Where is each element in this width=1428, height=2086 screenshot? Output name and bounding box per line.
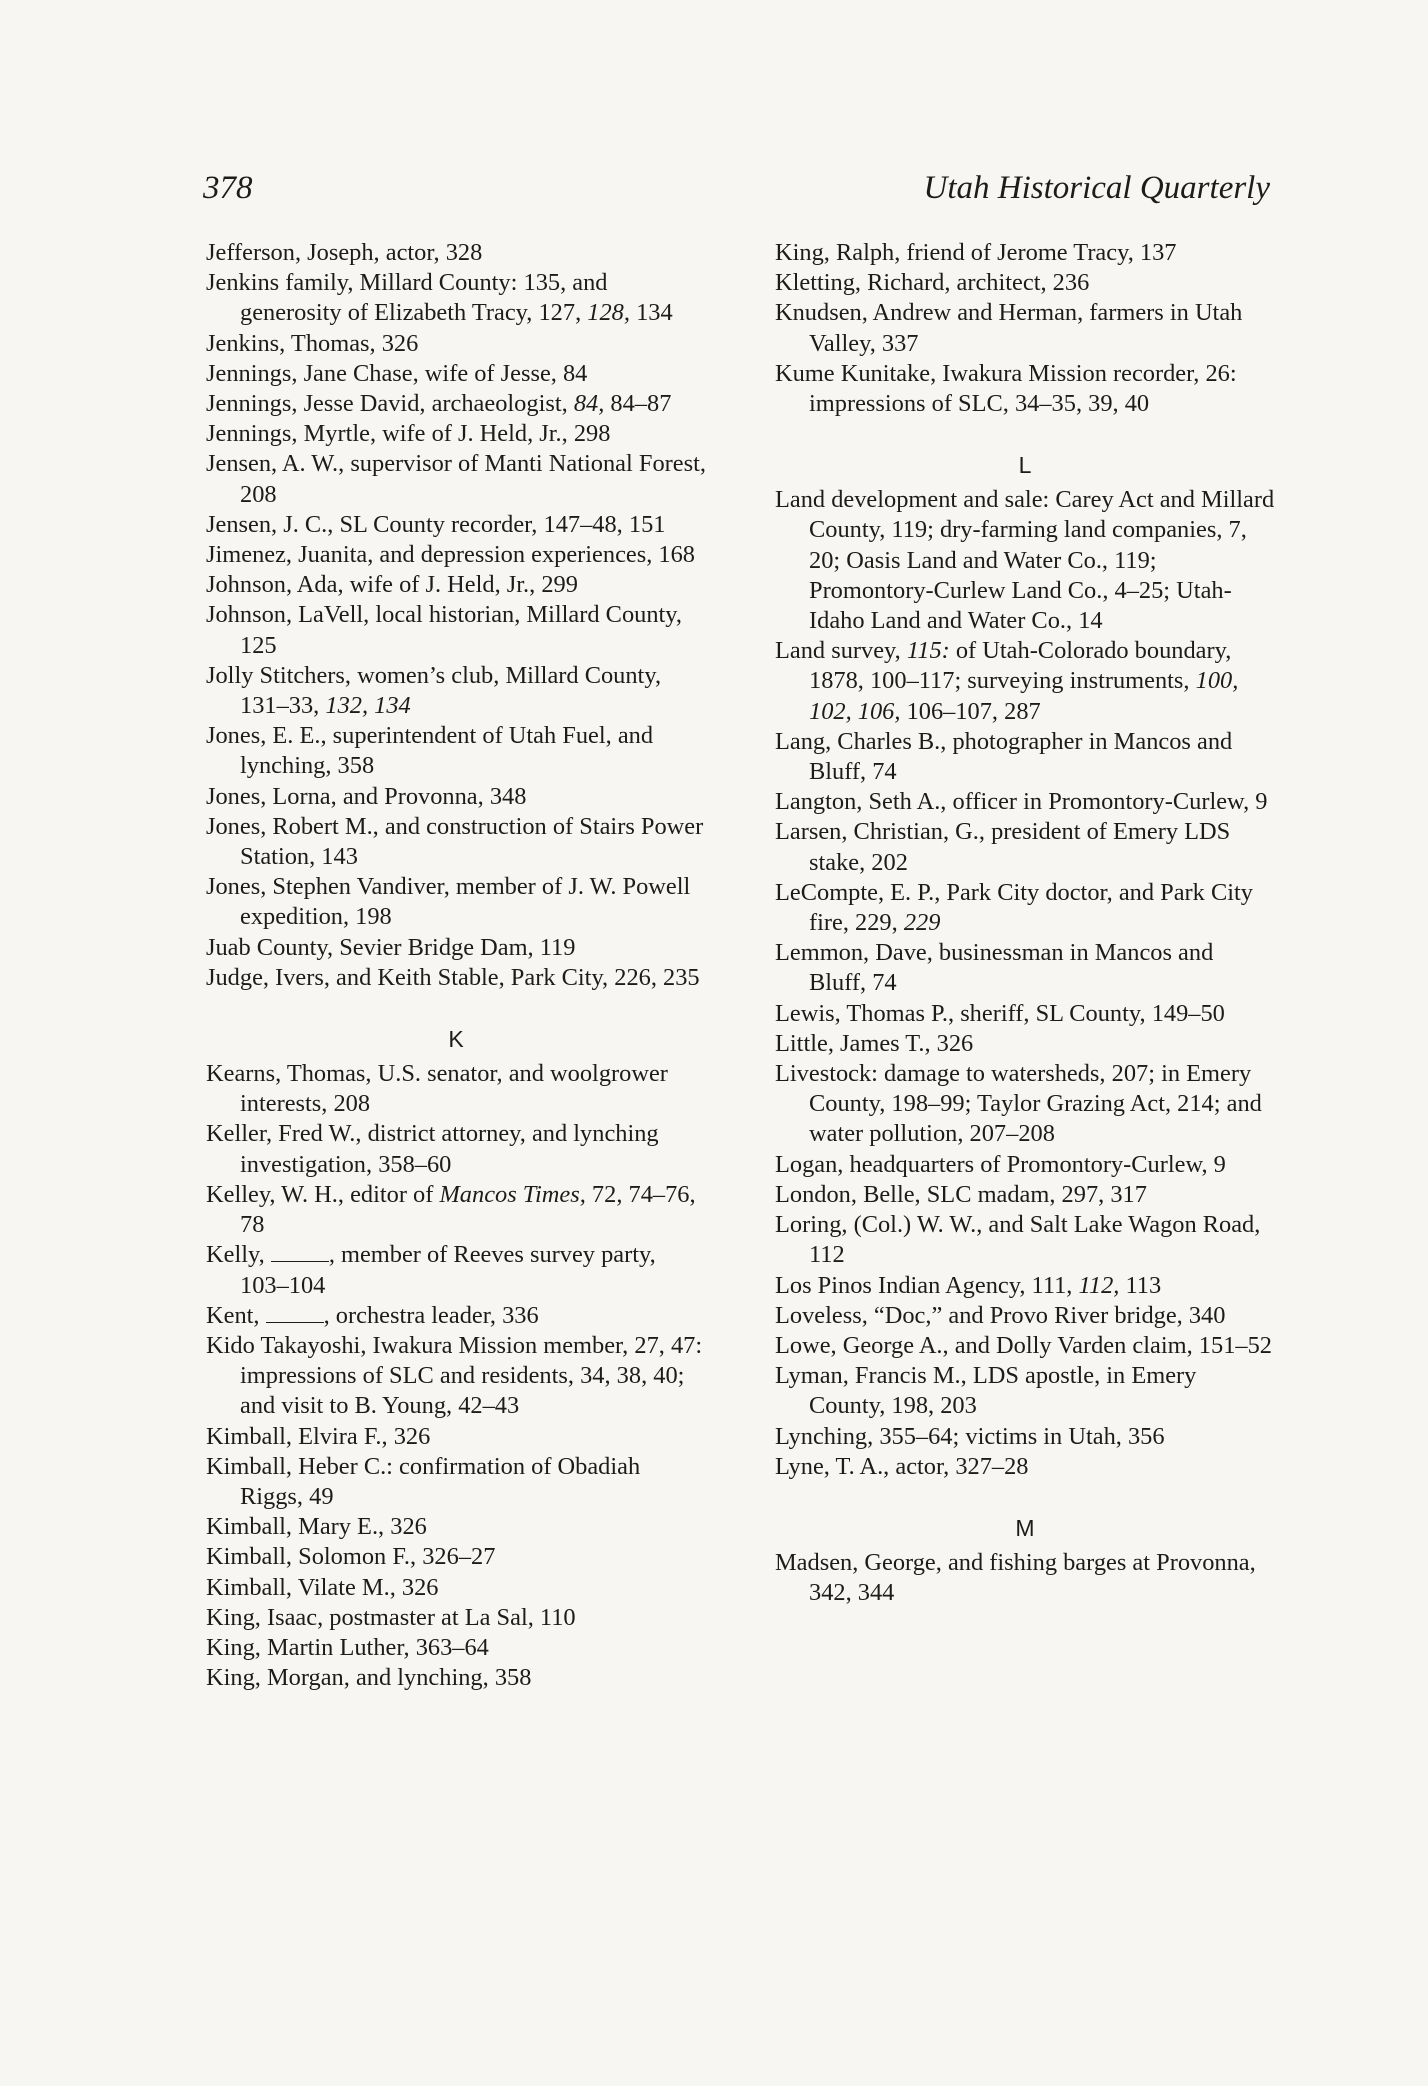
entry-text: LeCompte, E. P., Park City doctor, and Park City fire, 229, xyxy=(775,878,1253,937)
entry-text: Jimenez, Juanita, and depression experiences, 168 xyxy=(206,541,696,569)
entry-text: Lemmon, Dave, businessman in Mancos and Bluff, 74 xyxy=(775,939,1214,997)
entry-text: Keller, Fred W., district attorney, and lynching investigation, 358–60 xyxy=(206,1120,659,1178)
index-entry xyxy=(206,540,706,570)
entry-text: Kimball, Mary E., 326 xyxy=(206,1513,427,1541)
entry-text: Kimball, Solomon F., 326–27 xyxy=(206,1543,496,1571)
index-entry xyxy=(206,1603,706,1633)
index-entry xyxy=(775,1059,1275,1150)
entry-text: Jensen, A. W., supervisor of Manti National Forest, 208 xyxy=(206,450,706,508)
index-entry xyxy=(206,1119,706,1179)
entry-text: 134 xyxy=(629,299,673,327)
index-entry xyxy=(775,1452,1275,1482)
index-entry xyxy=(206,963,706,993)
entry-text: Madsen, George, and fishing barges at Provonna, 342, 344 xyxy=(775,1548,1256,1607)
section-letter-m: M xyxy=(1015,1514,1035,1541)
entry-text: Jones, E. E., superintendent of Utah Fuel, and lynching, 358 xyxy=(206,722,654,780)
index-entry xyxy=(775,1361,1275,1421)
entry-text: King, Isaac, postmaster at La Sal, 110 xyxy=(206,1603,576,1631)
index-entry xyxy=(206,1512,706,1542)
blank-name-line xyxy=(271,1243,329,1262)
blank-name-line xyxy=(266,1304,324,1323)
index-entry xyxy=(206,1331,706,1422)
index-entry xyxy=(775,787,1275,817)
index-entry xyxy=(775,1422,1275,1452)
index-entry xyxy=(206,1452,706,1512)
left-index-column xyxy=(206,238,706,1693)
index-entry xyxy=(775,1029,1275,1059)
index-entry xyxy=(775,1301,1275,1331)
entry-text: Lewis, Thomas P., sheriff, SL County, 149–50 xyxy=(775,999,1225,1027)
entry-text: Los Pinos Indian Agency, 111, xyxy=(775,1271,1079,1299)
entry-text: Jennings, Jesse David, archaeologist, xyxy=(206,390,574,418)
entry-text: Kelley, W. H., editor of xyxy=(206,1180,440,1208)
index-entry xyxy=(206,933,706,963)
entry-text: Jones, Lorna, and Provonna, 348 xyxy=(206,782,527,810)
entry-text: Knudsen, Andrew and Herman, farmers in Utah Valley, 337 xyxy=(775,299,1243,357)
entry-text: London, Belle, SLC madam, 297, 317 xyxy=(775,1180,1147,1208)
entry-text: Jenkins family, Millard County: 135, and generosity of Elizabeth Tracy, 127, xyxy=(206,269,608,327)
entry-text: Jefferson, Joseph, actor, 328 xyxy=(206,239,483,266)
italic-page-ref: 115: xyxy=(906,637,950,665)
index-entry xyxy=(206,1180,706,1240)
right-index-column xyxy=(775,238,1275,1608)
entry-text: Jennings, Myrtle, wife of J. Held, Jr., 298 xyxy=(206,420,611,448)
entry-text: King, Morgan, and lynching, 358 xyxy=(206,1664,532,1692)
entry-text: Juab County, Sevier Bridge Dam, 119 xyxy=(206,933,576,961)
running-head xyxy=(203,170,1270,207)
entry-text: 72, 74–76, 78 xyxy=(240,1180,696,1239)
entry-text: King, Martin Luther, 363–64 xyxy=(206,1633,489,1661)
italic-page-ref: 132, 134 xyxy=(325,692,411,720)
index-entry xyxy=(206,1542,706,1572)
entry-text: Kearns, Thomas, U.S. senator, and woolgrower interests, 208 xyxy=(206,1060,668,1118)
italic-page-ref: 100, 102, 106, xyxy=(809,667,1239,725)
index-entry xyxy=(775,298,1275,358)
index-entry xyxy=(206,812,706,872)
entry-text: Kume Kunitake, Iwakura Mission recorder, 26: impressions of SLC, 34–35, 39, 40 xyxy=(775,359,1237,418)
index-entry xyxy=(206,510,706,540)
entry-text: Lynching, 355–64; victims in Utah, 356 xyxy=(775,1422,1165,1450)
entry-text: Jensen, J. C., SL County recorder, 147–48, 151 xyxy=(206,510,666,538)
index-entry xyxy=(775,359,1275,419)
index-entry xyxy=(206,1573,706,1603)
index-entry xyxy=(206,661,706,721)
index-entry xyxy=(206,1240,706,1300)
index-entry xyxy=(775,999,1275,1029)
entry-text: Kent, xyxy=(206,1301,266,1329)
index-entry xyxy=(775,1548,1275,1608)
index-entry xyxy=(206,449,706,509)
entry-text: Logan, headquarters of Promontory-Curlew, 9 xyxy=(775,1150,1226,1178)
index-entry xyxy=(775,1331,1275,1361)
entry-text: Kimball, Heber C.: confirmation of Obadiah Riggs, 49 xyxy=(206,1452,641,1510)
italic-page-ref: 84, xyxy=(573,390,605,418)
index-entry xyxy=(206,1633,706,1663)
entry-text: Jennings, Jane Chase, wife of Jesse, 84 xyxy=(206,359,588,387)
section-letter-l: L xyxy=(1018,452,1032,479)
index-entry xyxy=(775,238,1275,268)
entry-text: Langton, Seth A., officer in Promontory-Curlew, 9 xyxy=(775,788,1268,816)
entry-text: Land development and sale: Carey Act and Millard County, 119; dry-farming land companies, 7, 20; Oasis Land and Water Co., 119; Promontory-Curlew Land Co., 4–25; Utah-Idaho Land and Water Co., 14 xyxy=(775,486,1275,635)
index-entry xyxy=(206,1422,706,1452)
index-entry xyxy=(775,817,1275,877)
index-entry xyxy=(206,1301,706,1331)
index-entry xyxy=(775,1180,1275,1210)
entry-text: Judge, Ivers, and Keith Stable, Park City, 226, 235 xyxy=(206,963,700,991)
journal-title: Utah Historical Quarterly xyxy=(923,170,1270,206)
italic-page-ref: 128, xyxy=(587,299,630,327)
index-entry xyxy=(775,636,1275,727)
italic-page-ref: 229 xyxy=(903,909,941,937)
entry-text: Lyman, Francis M., LDS apostle, in Emery County, 198, 203 xyxy=(775,1362,1197,1420)
index-entry xyxy=(206,1663,706,1693)
entry-text: Johnson, Ada, wife of J. Held, Jr., 299 xyxy=(206,571,578,599)
page-number: 378 xyxy=(203,170,253,206)
entry-text: , orchestra leader, 336 xyxy=(323,1301,539,1329)
index-entry xyxy=(206,238,706,268)
entry-text: Lyne, T. A., actor, 327–28 xyxy=(775,1452,1029,1480)
entry-text: Jones, Stephen Vandiver, member of J. W. Powell expedition, 198 xyxy=(206,873,691,931)
index-entry xyxy=(206,389,706,419)
entry-text: Livestock: damage to watersheds, 207; in Emery County, 198–99; Taylor Grazing Act, 214; and water pollution, 207–208 xyxy=(775,1060,1262,1148)
entry-text: Jones, Robert M., and construction of Stairs Power Station, 143 xyxy=(206,812,704,871)
entry-text: Kimball, Vilate M., 326 xyxy=(206,1573,439,1601)
entry-text: Land survey, xyxy=(775,637,907,665)
index-entry xyxy=(206,1059,706,1119)
index-entry xyxy=(775,938,1275,998)
index-entry xyxy=(206,570,706,600)
index-entry xyxy=(775,878,1275,938)
index-entry xyxy=(206,600,706,660)
index-entry xyxy=(206,419,706,449)
index-entry xyxy=(206,872,706,932)
entry-text: Kido Takayoshi, Iwakura Mission member, 27, 47: impressions of SLC and residents, 34, 38, 40; and visit to B. Young, 42–43 xyxy=(206,1331,703,1420)
entry-text: Jenkins, Thomas, 326 xyxy=(206,329,419,357)
italic-page-ref: 112, xyxy=(1078,1271,1120,1299)
index-entry xyxy=(775,268,1275,298)
entry-text: Jolly Stitchers, women’s club, Millard County, 131–33, xyxy=(206,661,662,720)
entry-text: Loveless, “Doc,” and Provo River bridge, 340 xyxy=(775,1301,1226,1329)
entry-text: King, Ralph, friend of Jerome Tracy, 137 xyxy=(775,239,1177,266)
index-entry xyxy=(775,727,1275,787)
italic-page-ref: Mancos Times, xyxy=(439,1180,586,1208)
entry-text: , member of Reeves survey party, 103–104 xyxy=(240,1241,656,1299)
index-entry xyxy=(775,1271,1275,1301)
entry-text: Little, James T., 326 xyxy=(775,1029,974,1057)
index-entry xyxy=(206,329,706,359)
index-entry xyxy=(206,782,706,812)
entry-text: Lowe, George A., and Dolly Varden claim, 151–52 xyxy=(775,1331,1272,1359)
entry-text: Lang, Charles B., photographer in Mancos and Bluff, 74 xyxy=(775,727,1233,786)
index-entry xyxy=(206,359,706,389)
entry-text: Larsen, Christian, G., president of Emery LDS stake, 202 xyxy=(775,818,1231,876)
entry-text: Loring, (Col.) W. W., and Salt Lake Wagon Road, 112 xyxy=(775,1211,1261,1269)
entry-text: 113 xyxy=(1119,1271,1162,1299)
index-entry xyxy=(206,268,706,328)
index-entry xyxy=(775,1210,1275,1270)
entry-text: 84–87 xyxy=(604,390,672,418)
entry-text: 106–107, 287 xyxy=(900,697,1041,725)
index-entry xyxy=(775,485,1275,636)
entry-text: Kletting, Richard, architect, 236 xyxy=(775,269,1090,297)
index-entry xyxy=(775,1150,1275,1180)
entry-text: Kimball, Elvira F., 326 xyxy=(206,1422,431,1450)
entry-text: of Utah-Colorado boundary, 1878, 100–117; surveying instruments, xyxy=(809,637,1232,695)
section-letter-k: K xyxy=(448,1026,464,1053)
entry-text: Kelly, xyxy=(206,1241,271,1269)
entry-text: Johnson, LaVell, local historian, Millard County, 125 xyxy=(206,601,683,659)
index-entry xyxy=(206,721,706,781)
